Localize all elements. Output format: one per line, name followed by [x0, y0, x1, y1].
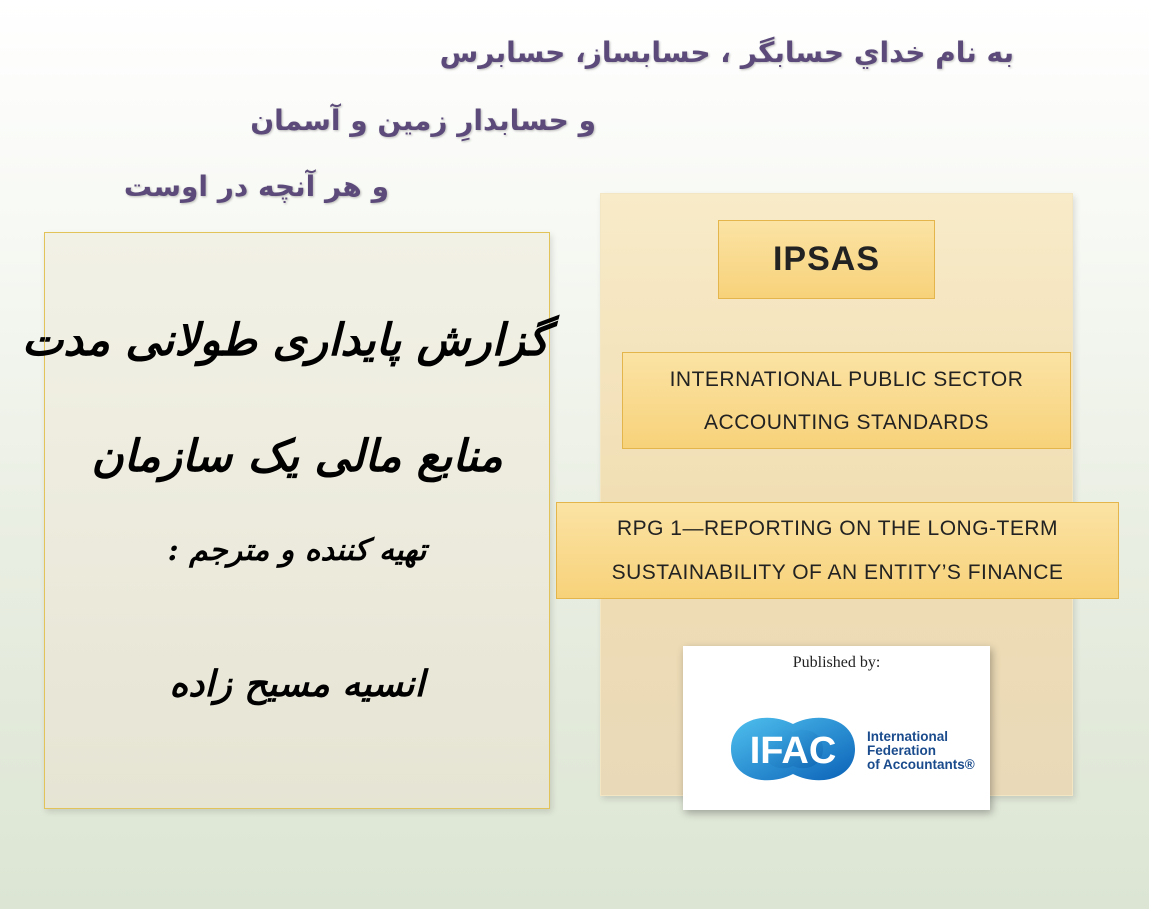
- header-line-1: به نام خداي حسابگر ، حسابساز، حسابرس: [439, 36, 1014, 69]
- ifac-logo-icon: [723, 708, 863, 790]
- ipsas-acronym-box: [718, 220, 935, 299]
- ipsas-full-name-box: [622, 352, 1071, 449]
- ifac-org-name: [867, 730, 975, 772]
- ifac-org-line-1: International: [867, 729, 949, 744]
- preparer-name: انسیه مسیح زاده: [169, 663, 425, 705]
- ifac-org-line-3: of Accountants®: [867, 757, 975, 772]
- rpg-title-box: [556, 502, 1119, 599]
- rpg-title-line-2: SUSTAINABILITY OF AN ENTITY’S FINANCE: [611, 560, 1064, 584]
- report-title-line-2: منابع مالی یک سازمان: [91, 431, 503, 482]
- header-line-2: و حسابدارِ زمين و آسمان: [250, 104, 596, 137]
- rpg-title-line-1: RPG 1—REPORTING ON THE LONG-TERM: [616, 516, 1059, 540]
- ifac-org-line-2: Federation: [867, 743, 937, 758]
- published-by-label: Published by:: [792, 654, 881, 671]
- title-panel: [21, 232, 550, 809]
- ipsas-full-name-line-2: ACCOUNTING STANDARDS: [704, 410, 989, 434]
- publisher-card: [683, 646, 990, 810]
- report-title-line-1: گزارش پایداری طولانی مدت: [21, 315, 549, 366]
- preparer-label: تهیه کننده و مترجم :: [167, 533, 427, 568]
- header-line-3: و هر آنچه در اوست: [123, 170, 389, 203]
- ipsas-acronym: IPSAS: [772, 240, 881, 278]
- ipsas-full-name-line-1: INTERNATIONAL PUBLIC SECTOR: [669, 367, 1024, 391]
- ifac-logo-acronym: IFAC: [749, 730, 837, 772]
